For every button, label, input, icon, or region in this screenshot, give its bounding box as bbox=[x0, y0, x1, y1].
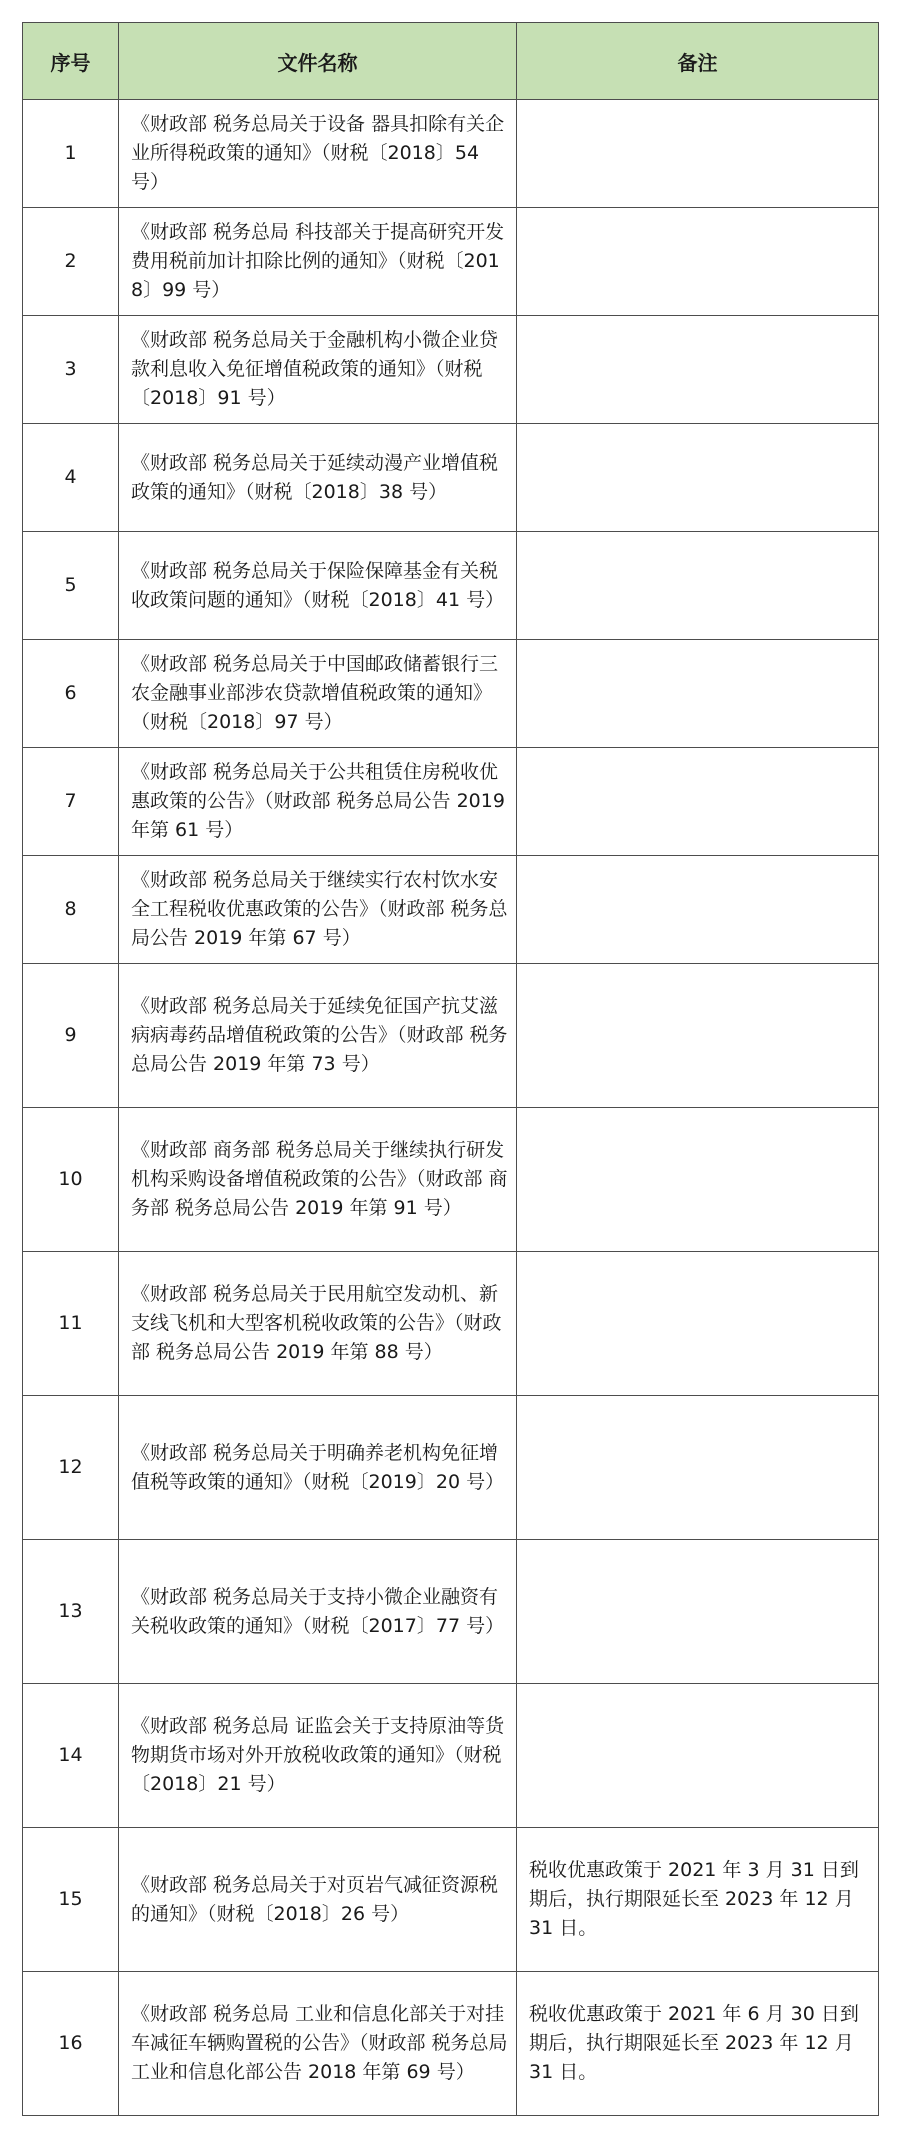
table-row bbox=[23, 964, 879, 1108]
row-number: 8 bbox=[23, 856, 119, 964]
remarks bbox=[517, 964, 879, 1108]
table-row bbox=[23, 100, 879, 208]
table-row bbox=[23, 1540, 879, 1684]
table-header bbox=[23, 23, 879, 100]
table-row bbox=[23, 1972, 879, 2116]
row-number: 5 bbox=[23, 532, 119, 640]
document-name: 《财政部 税务总局关于对页岩气减征资源税的通知》（财税〔2018〕26 号） bbox=[119, 1828, 517, 1972]
table-row bbox=[23, 1252, 879, 1396]
table-row bbox=[23, 1396, 879, 1540]
header-number: 序号 bbox=[23, 23, 119, 100]
remarks bbox=[517, 532, 879, 640]
remarks bbox=[517, 316, 879, 424]
document-name: 《财政部 税务总局关于延续动漫产业增值税政策的通知》（财税〔2018〕38 号） bbox=[119, 424, 517, 532]
document-name: 《财政部 税务总局关于支持小微企业融资有关税收政策的通知》（财税〔2017〕77 号） bbox=[119, 1540, 517, 1684]
remarks bbox=[517, 424, 879, 532]
row-number: 2 bbox=[23, 208, 119, 316]
row-number: 13 bbox=[23, 1540, 119, 1684]
table-row bbox=[23, 424, 879, 532]
remarks: 税收优惠政策于 2021 年 6 月 30 日到期后，执行期限延长至 2023 年 12 月 31 日。 bbox=[517, 1972, 879, 2116]
row-number: 9 bbox=[23, 964, 119, 1108]
row-number: 11 bbox=[23, 1252, 119, 1396]
table-row bbox=[23, 1828, 879, 1972]
table-row bbox=[23, 532, 879, 640]
row-number: 15 bbox=[23, 1828, 119, 1972]
document-name: 《财政部 税务总局关于金融机构小微企业贷款利息收入免征增值税政策的通知》（财税〔2018〕91 号） bbox=[119, 316, 517, 424]
document-name: 《财政部 税务总局关于设备 器具扣除有关企业所得税政策的通知》（财税〔2018〕54 号） bbox=[119, 100, 517, 208]
header-remarks: 备注 bbox=[517, 23, 879, 100]
row-number: 10 bbox=[23, 1108, 119, 1252]
document-name: 《财政部 税务总局关于公共租赁住房税收优惠政策的公告》（财政部 税务总局公告 2019 年第 61 号） bbox=[119, 748, 517, 856]
remarks bbox=[517, 1684, 879, 1828]
row-number: 7 bbox=[23, 748, 119, 856]
document-name: 《财政部 税务总局关于继续实行农村饮水安全工程税收优惠政策的公告》（财政部 税务总局公告 2019 年第 67 号） bbox=[119, 856, 517, 964]
header-document-name: 文件名称 bbox=[119, 23, 517, 100]
remarks bbox=[517, 1108, 879, 1252]
remarks bbox=[517, 1252, 879, 1396]
table-body bbox=[23, 100, 879, 2116]
row-number: 16 bbox=[23, 1972, 119, 2116]
row-number: 12 bbox=[23, 1396, 119, 1540]
remarks bbox=[517, 1540, 879, 1684]
document-name: 《财政部 税务总局关于中国邮政储蓄银行三农金融事业部涉农贷款增值税政策的通知》（财税〔2018〕97 号） bbox=[119, 640, 517, 748]
document-name: 《财政部 税务总局 工业和信息化部关于对挂车减征车辆购置税的公告》（财政部 税务总局 工业和信息化部公告 2018 年第 69 号） bbox=[119, 1972, 517, 2116]
row-number: 3 bbox=[23, 316, 119, 424]
remarks bbox=[517, 748, 879, 856]
document-name: 《财政部 税务总局关于民用航空发动机、新支线飞机和大型客机税收政策的公告》（财政部 税务总局公告 2019 年第 88 号） bbox=[119, 1252, 517, 1396]
table-row bbox=[23, 208, 879, 316]
document-name: 《财政部 税务总局关于延续免征国产抗艾滋病病毒药品增值税政策的公告》（财政部 税务总局公告 2019 年第 73 号） bbox=[119, 964, 517, 1108]
table-row bbox=[23, 640, 879, 748]
row-number: 4 bbox=[23, 424, 119, 532]
row-number: 6 bbox=[23, 640, 119, 748]
remarks: 税收优惠政策于 2021 年 3 月 31 日到期后，执行期限延长至 2023 年 12 月 31 日。 bbox=[517, 1828, 879, 1972]
document-name: 《财政部 税务总局关于明确养老机构免征增值税等政策的通知》（财税〔2019〕20 号） bbox=[119, 1396, 517, 1540]
document-name: 《财政部 税务总局 科技部关于提高研究开发费用税前加计扣除比例的通知》（财税〔2018〕99 号） bbox=[119, 208, 517, 316]
table-row bbox=[23, 1684, 879, 1828]
row-number: 14 bbox=[23, 1684, 119, 1828]
table-row bbox=[23, 1108, 879, 1252]
document-name: 《财政部 商务部 税务总局关于继续执行研发机构采购设备增值税政策的公告》（财政部 商务部 税务总局公告 2019 年第 91 号） bbox=[119, 1108, 517, 1252]
remarks bbox=[517, 640, 879, 748]
row-number: 1 bbox=[23, 100, 119, 208]
remarks bbox=[517, 100, 879, 208]
table-row bbox=[23, 856, 879, 964]
document-name: 《财政部 税务总局 证监会关于支持原油等货物期货市场对外开放税收政策的通知》（财税〔2018〕21 号） bbox=[119, 1684, 517, 1828]
remarks bbox=[517, 208, 879, 316]
remarks bbox=[517, 1396, 879, 1540]
policy-table bbox=[22, 22, 879, 2116]
table-row bbox=[23, 316, 879, 424]
table-row bbox=[23, 748, 879, 856]
remarks bbox=[517, 856, 879, 964]
document-name: 《财政部 税务总局关于保险保障基金有关税收政策问题的通知》（财税〔2018〕41 号） bbox=[119, 532, 517, 640]
header-row bbox=[23, 23, 879, 100]
